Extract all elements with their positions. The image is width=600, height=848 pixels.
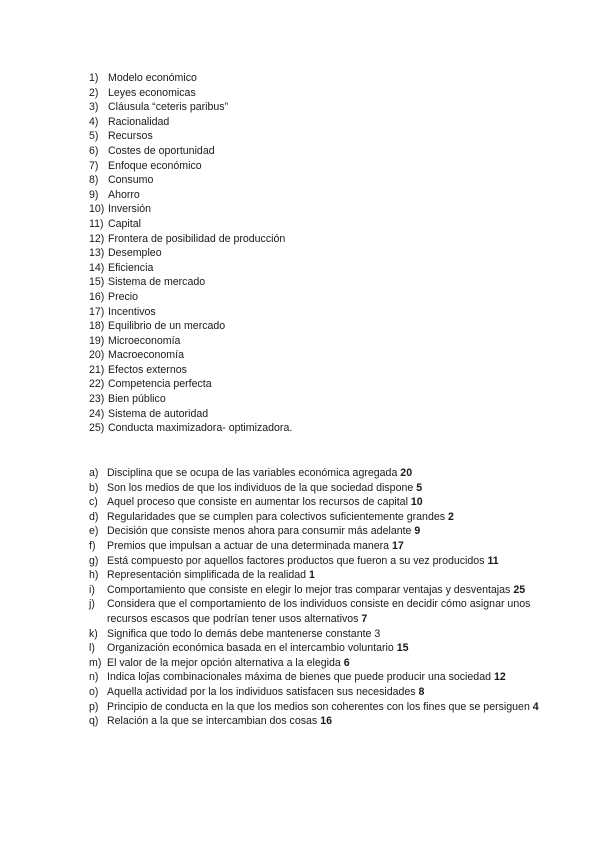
definition-item — [89, 597, 559, 626]
definition-body: Disciplina que se ocupa de las variables económica agregada — [107, 467, 398, 479]
term-number: 22) — [89, 378, 105, 391]
definition-item — [89, 700, 559, 715]
definition-text — [107, 583, 559, 598]
definition-letter: n) — [89, 671, 99, 684]
definition-letter: f) — [89, 539, 96, 552]
terms-list — [89, 71, 549, 436]
definition-letter: m) — [89, 656, 102, 669]
definition-item — [89, 670, 559, 685]
definition-body: Está compuesto por aquellos factores productos que fueron a su vez producidos — [107, 554, 485, 567]
term-number: 6) — [89, 144, 99, 157]
term-item — [89, 159, 549, 174]
term-number: 17) — [89, 305, 105, 318]
definition-body: Aquel proceso que consiste en aumentar los recursos de capital — [107, 496, 408, 509]
definition-item — [89, 510, 559, 525]
definition-answer: 16 — [320, 715, 332, 728]
term-item — [89, 392, 549, 407]
term-label: Enfoque económico — [108, 159, 202, 172]
term-item — [89, 232, 549, 247]
definition-body: El valor de la mejor opción alternativa a la elegida — [107, 656, 341, 669]
term-number: 25) — [89, 422, 105, 435]
definition-letter: p) — [89, 700, 99, 713]
definition-item — [89, 685, 559, 700]
definition-letter: o) — [89, 685, 99, 698]
definition-letter: b) — [89, 481, 99, 494]
term-number: 11) — [89, 217, 104, 230]
term-item — [89, 115, 549, 130]
definition-letter: c) — [89, 496, 98, 509]
definition-text — [107, 641, 559, 656]
definition-letter: q) — [89, 715, 99, 728]
definition-item — [89, 554, 559, 569]
term-label: Inversión — [108, 203, 151, 216]
term-label: Consumo — [108, 174, 154, 187]
term-item — [89, 377, 549, 392]
definition-answer: 7 — [361, 612, 368, 625]
definition-body: Considera que el comportamiento de los individuos consiste en decidir cómo asignar unos recursos escasos que podrían tener usos alternativos — [107, 598, 531, 625]
term-label: Recursos — [108, 130, 153, 143]
definition-text — [107, 481, 559, 496]
definition-body: Principio de conducta en la que los medios son coherentes con los fines que se persiguen — [107, 700, 530, 713]
term-number: 10) — [89, 203, 105, 216]
definition-body: Comportamiento que consiste en elegir lo mejor tras comparar ventajas y desventajas — [107, 583, 511, 596]
definition-text — [107, 539, 559, 554]
definitions-list — [89, 466, 559, 729]
definition-answer: 25 — [513, 583, 526, 596]
definition-item — [89, 627, 559, 642]
term-number: 20) — [89, 349, 105, 362]
term-label: Efectos externos — [108, 363, 187, 376]
definition-text — [107, 685, 559, 700]
term-label: Cláusula “ceteris paribus” — [108, 101, 229, 114]
term-number: 18) — [89, 320, 105, 333]
definition-body: Organización económica basada en el intercambio voluntario — [107, 642, 394, 655]
definition-letter: l) — [89, 642, 95, 655]
term-number: 1) — [89, 72, 99, 84]
definition-text — [107, 524, 559, 539]
term-number: 5) — [89, 130, 99, 143]
term-label: Incentivos — [108, 305, 156, 318]
definition-item — [89, 466, 559, 481]
term-item — [89, 144, 549, 159]
definition-letter: i) — [89, 583, 95, 596]
definition-body: Premios que impulsan a actuar de una determinada manera — [107, 539, 390, 552]
definition-text — [107, 670, 559, 685]
definition-text — [107, 656, 559, 671]
definition-letter: k) — [89, 627, 98, 640]
definition-letter: j) — [89, 598, 95, 611]
term-item — [89, 348, 549, 363]
definition-answer: 10 — [410, 496, 423, 509]
definition-answer: 5 — [416, 481, 423, 494]
definition-answer: 6 — [343, 656, 350, 669]
term-item — [89, 188, 549, 203]
definition-answer: 12 — [493, 671, 506, 684]
term-label: Sistema de mercado — [108, 276, 206, 289]
term-label: Macroeconomía — [108, 349, 184, 362]
term-item — [89, 100, 549, 115]
term-item — [89, 305, 549, 320]
term-number: 23) — [89, 393, 105, 406]
term-label: Modelo económico — [108, 72, 197, 84]
term-label: Racionalidad — [108, 115, 170, 128]
definition-body: Significa que todo lo demás debe mantenerse constante 3 — [107, 627, 381, 640]
definition-letter: d) — [89, 510, 99, 523]
term-number: 8) — [89, 174, 99, 187]
definition-body: Regularidades que se cumplen para colectivos suficientemente grandes — [107, 510, 446, 523]
term-label: Desempleo — [108, 247, 162, 260]
term-item — [89, 421, 549, 436]
term-number: 21) — [89, 363, 105, 376]
definition-answer: 8 — [418, 685, 425, 698]
definition-item — [89, 539, 559, 554]
definition-answer: 2 — [447, 510, 454, 523]
term-item — [89, 129, 549, 144]
definition-text — [107, 627, 559, 642]
definition-text — [107, 495, 559, 510]
definition-body: Decisión que consiste menos ahora para consumir más adelante — [107, 525, 412, 538]
definition-item — [89, 495, 559, 510]
term-number: 14) — [89, 261, 105, 274]
definition-body: Aquella actividad por la los individuos satisfacen sus necesidades — [107, 685, 416, 698]
definition-item — [89, 583, 559, 598]
term-number: 13) — [89, 247, 105, 260]
term-number: 4) — [89, 115, 99, 128]
term-number: 2) — [89, 86, 99, 99]
definition-item — [89, 524, 559, 539]
definition-answer: 11 — [487, 554, 499, 567]
term-item — [89, 71, 549, 86]
term-label: Sistema de autoridad — [108, 407, 209, 420]
term-label: Bien público — [108, 393, 166, 406]
definition-text — [107, 554, 559, 569]
definition-item — [89, 714, 559, 729]
term-item — [89, 275, 549, 290]
term-item — [89, 246, 549, 261]
term-label: Capital — [108, 217, 141, 230]
definition-item — [89, 481, 559, 496]
definition-text — [107, 700, 559, 715]
definition-letter: e) — [89, 525, 99, 538]
definition-answer: 15 — [396, 642, 409, 655]
term-label: Ahorro — [108, 188, 140, 201]
term-label: Equilibrio de un mercado — [108, 320, 226, 333]
definition-body: Representación simplificada de la realidad — [107, 569, 307, 582]
definition-answer: 20 — [400, 467, 413, 479]
definition-text — [107, 714, 559, 729]
term-number: 15) — [89, 276, 105, 289]
term-label: Conducta maximizadora- optimizadora. — [108, 422, 293, 435]
term-item — [89, 217, 549, 232]
definition-answer: 1 — [309, 569, 315, 582]
definition-item — [89, 656, 559, 671]
definition-item — [89, 641, 559, 656]
term-label: Leyes economicas — [108, 86, 196, 99]
term-item — [89, 202, 549, 217]
term-label: Microeconomía — [108, 334, 181, 347]
term-label: Costes de oportunidad — [108, 144, 215, 157]
definition-text — [107, 597, 559, 626]
term-item — [89, 319, 549, 334]
definition-answer: 9 — [414, 525, 421, 538]
definition-answer: 4 — [532, 700, 539, 713]
term-number: 24) — [89, 407, 105, 420]
term-label: Frontera de posibilidad de producción — [108, 232, 286, 245]
definition-item — [89, 568, 559, 583]
definition-letter: g) — [89, 554, 99, 567]
term-item — [89, 261, 549, 276]
definition-letter: h) — [89, 569, 99, 582]
term-item — [89, 363, 549, 378]
term-item — [89, 86, 549, 101]
term-number: 12) — [89, 232, 105, 245]
definition-letter: a) — [89, 467, 99, 479]
definition-answer: 17 — [392, 539, 404, 552]
term-number: 16) — [89, 290, 105, 303]
definition-text — [107, 568, 559, 583]
term-number: 19) — [89, 334, 105, 347]
term-item — [89, 334, 549, 349]
definition-body: Relación a la que se intercambian dos cosas — [107, 715, 318, 728]
definition-text — [107, 466, 559, 481]
term-item — [89, 407, 549, 422]
term-item — [89, 290, 549, 305]
term-label: Eficiencia — [108, 261, 154, 274]
term-number: 9) — [89, 188, 99, 201]
term-item — [89, 173, 549, 188]
term-label: Precio — [108, 290, 139, 303]
term-label: Competencia perfecta — [108, 378, 212, 391]
definition-body: Son los medios de que los individuos de la que sociedad dispone — [107, 481, 414, 494]
term-number: 3) — [89, 101, 99, 114]
definition-text — [107, 510, 559, 525]
definition-body: Indica loĵas combinacionales máxima de bienes que puede producir una sociedad — [107, 671, 491, 684]
term-number: 7) — [89, 159, 99, 172]
